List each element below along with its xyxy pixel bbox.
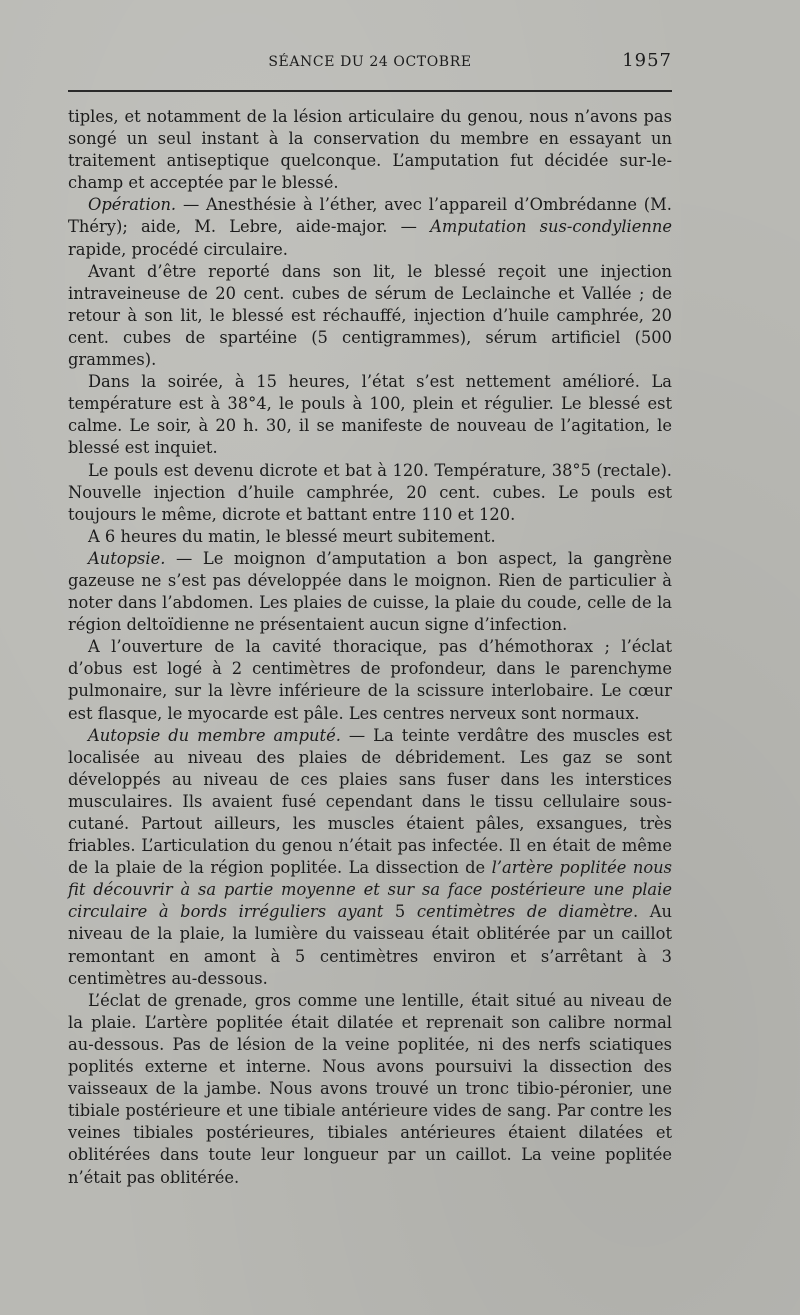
text-run: rapide, procédé circulaire. xyxy=(68,239,288,259)
body-text xyxy=(68,106,672,1189)
text-run: A l’ouverture de la cavité thoracique, pas d’hémothorax ; l’éclat d’obus est logé à 2 centimètres de profondeur, dans le parenchyme pulmonaire, sur la lèvre inférieure de la scissure interlobaire. Le cœur est flasque, le myocarde est pâle. Les centres nerveux sont normaux. xyxy=(68,637,672,723)
running-header xyxy=(68,50,672,76)
text-run: . Au niveau de la plaie, la lumière du vaisseau était oblitérée par un caillot remontant en amont à 5 centimètres environ et s’arrêtant à 3 centimètres au-dessous. xyxy=(68,902,672,988)
italic-run: Autopsie du membre amputé. xyxy=(88,725,341,745)
text-run: Le pouls est devenu dicrote et bat à 120. Température, 38°5 (rectale). Nouvelle injection d’huile camphrée, 20 cent. cubes. Le pouls est toujours le même, dicrote et battant entre 110 et 120. xyxy=(68,460,672,524)
italic-run: l’artère poplitée nous fit découvrir à sa partie moyenne et sur sa face postérieure une plaie circulaire à bords irréguliers ayant xyxy=(68,858,672,922)
italic-run: Autopsie. xyxy=(88,548,166,568)
document-page xyxy=(68,50,672,1189)
paragraph xyxy=(68,548,672,636)
paragraph xyxy=(68,990,672,1189)
running-title: SÉANCE DU 24 OCTOBRE xyxy=(268,54,472,70)
paragraph xyxy=(68,526,672,548)
paragraph xyxy=(68,194,672,260)
header-rule xyxy=(68,90,672,92)
paragraph xyxy=(68,261,672,371)
paragraph xyxy=(68,460,672,526)
paragraph xyxy=(68,636,672,724)
paragraph xyxy=(68,371,672,459)
text-run: — Anesthésie à l’éther, avec l’appareil d’Ombrédanne (M. Théry); aide, M. Lebre, aide-major. — xyxy=(68,195,672,237)
text-run: A 6 heures du matin, le blessé meurt subitement. xyxy=(88,526,496,546)
italic-run: Opération. xyxy=(88,195,177,215)
text-run: Avant d’être reporté dans son lit, le blessé reçoit une injection intraveineuse de 20 cent. cubes de sérum de Leclainche et Vallée ; de retour à son lit, le blessé est réchauffé, injection d’huile camphrée, 20 cent. cubes de spartéine (5 centigrammes), sérum artificiel (500 grammes). xyxy=(68,261,672,370)
page-number: 1957 xyxy=(622,50,672,71)
italic-run: centimètres de diamètre xyxy=(416,902,633,922)
paragraph xyxy=(68,106,672,194)
text-run: L’éclat de grenade, gros comme une lentille, était situé au niveau de la plaie. L’artère poplitée était dilatée et reprenait son calibre normal au-dessous. Pas de lésion de la veine poplitée, ni des nerfs sciatiques poplités externe et interne. Nous avons poursuivi la dissection des vaisseaux de la jambe. Nous avons trouvé un tronc tibio-péronier, une tibiale postérieure et une tibiale antérieure vides de sang. Par contre les veines tibiales postérieures, tibiales antérieures étaient dilatées et oblitérées dans toute leur longueur par un caillot. La veine poplitée n’était pas oblitérée. xyxy=(68,990,672,1187)
text-run: Dans la soirée, à 15 heures, l’état s’est nettement amélioré. La température est à 38°4, le pouls à 100, plein et régulier. Le blessé est calme. Le soir, à 20 h. 30, il se manifeste de nouveau de l’agitation, le blessé est inquiet. xyxy=(68,372,672,458)
text-run: 5 xyxy=(383,902,417,922)
text-run: — Le moignon d’amputation a bon aspect, la gangrène gazeuse ne s’est pas développée dans le moignon. Rien de particulier à noter dans l’abdomen. Les plaies de cuisse, la plaie du coude, celle de la région deltoïdienne ne présentaient aucun signe d’infection. xyxy=(68,548,672,635)
paragraph xyxy=(68,725,672,990)
text-run: — La teinte verdâtre des muscles est localisée au niveau des plaies de débridement. Les gaz se sont développés au niveau de ces plaies sans fuser dans les interstices musculaires. Ils avaient fusé cependant dans le tissu cellulaire sous-cutané. Partout ailleurs, les muscles étaient pâles, exsangues, très friables. L’articulation du genou n’était pas infectée. Il en était de même de la plaie de la région poplitée. La dissection de xyxy=(68,725,672,878)
text-run: tiples, et notamment de la lésion articulaire du genou, nous n’avons pas songé un seul instant à la conservation du membre en essayant un traitement antiseptique quelconque. L’amputation fut décidée sur-le-champ et acceptée par le blessé. xyxy=(68,107,672,193)
italic-run: Amputation sus-condylienne xyxy=(430,217,672,237)
